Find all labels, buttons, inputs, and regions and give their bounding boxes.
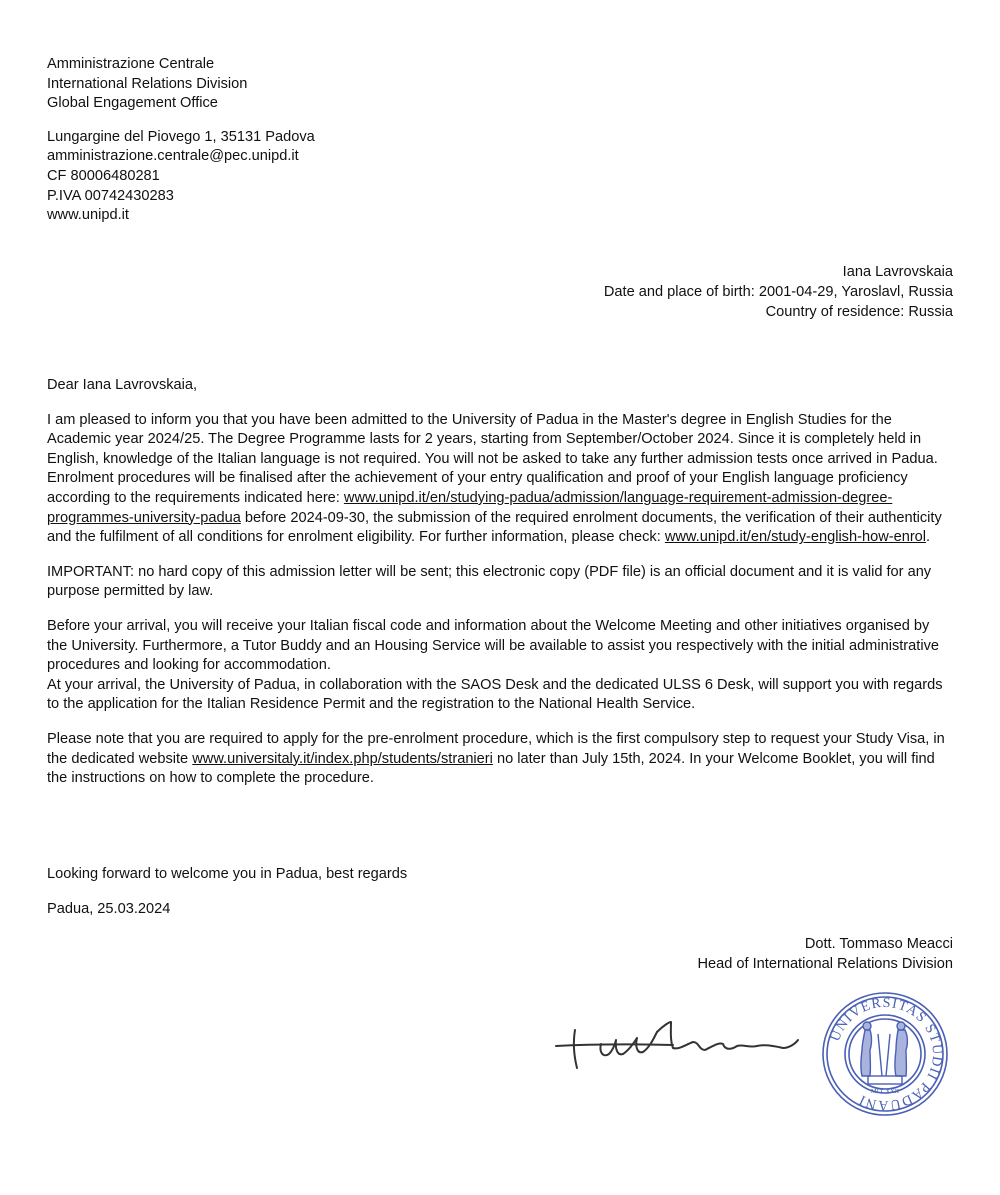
letter-date: Padua, 25.03.2024 bbox=[47, 901, 171, 917]
sender-line-3: Global Engagement Office bbox=[47, 95, 218, 112]
how-enrol-link[interactable]: www.unipd.it/en/study-english-how-enrol bbox=[664, 529, 927, 546]
recipient-name: Iana Lavrovskaia bbox=[842, 264, 953, 280]
sender-office bbox=[47, 55, 315, 114]
paragraph-pre-enrolment bbox=[47, 730, 953, 789]
seal-rings bbox=[823, 993, 947, 1115]
enrolment-text-b: before 2024-09-30, the submission of the required enrolment documents, the verification of their authenticity and the fulfilment of all conditions for enrolment eligibility. For further information, please check: bbox=[47, 509, 942, 546]
sender-email: amministrazione.centrale@pec.unipd.it bbox=[47, 148, 299, 165]
language-requirement-link[interactable]: www.unipd.it/en/studying-padua/admission/language-requirement-admission-degree-programmes-university-padua bbox=[47, 489, 893, 526]
paragraph-admission: I am pleased to inform you that you have been admitted to the University of Padua in the Master's degree in English Studies for the Academic year 2024/25. The Degree Programme lasts for 2 years, starting from September/October 2024. Since it is completely held in English, knowledge of the Italian language is not required. You will not be asked to take any further admission tests once arrived in Padua. bbox=[47, 411, 938, 467]
signer-title: Head of International Relations Division bbox=[697, 956, 953, 972]
recipient-birth: Date and place of birth: 2001-04-29, Yaroslavl, Russia bbox=[603, 284, 953, 300]
pre-enrolment-text-a: Please note that you are required to apply for the pre-enrolment procedure, which is the first compulsory step to request your Study Visa, in the dedicated website bbox=[47, 730, 945, 767]
sender-cf: CF 80006480281 bbox=[47, 167, 160, 184]
closing-line: Looking forward to welcome you in Padua, best regards bbox=[47, 866, 408, 882]
sender-line-2: International Relations Division bbox=[47, 75, 248, 92]
university-seal bbox=[820, 990, 950, 1118]
seal-text: UNIVERSITAS STUDII PADUANI bbox=[828, 995, 945, 1113]
paragraph-important: IMPORTANT: no hard copy of this admission letter will be sent; this electronic copy (PDF file) is an official document and it is valid for any purpose permitted by law. bbox=[47, 563, 932, 600]
sender-address: Lungargine del Piovego 1, 35131 Padova bbox=[47, 128, 315, 145]
salutation: Dear Iana Lavrovskaia, bbox=[47, 377, 198, 393]
signer-block bbox=[697, 934, 953, 974]
recipient-residence: Country of residence: Russia bbox=[765, 304, 953, 320]
sender-piva: P.IVA 00742430283 bbox=[47, 187, 174, 204]
sender-line-1: Amministrazione Centrale bbox=[47, 56, 215, 72]
letter-body bbox=[47, 376, 953, 804]
sender-block bbox=[47, 55, 315, 226]
sender-website: www.unipd.it bbox=[47, 207, 129, 224]
handwritten-signature bbox=[553, 1010, 803, 1080]
signer-name: Dott. Tommaso Meacci bbox=[804, 936, 953, 952]
seal-figures bbox=[861, 1022, 908, 1084]
seal-year: MCCXXII bbox=[870, 1088, 900, 1095]
enrolment-text-c: . bbox=[926, 529, 931, 546]
universitaly-link[interactable]: www.universitaly.it/index.php/students/stranieri bbox=[192, 750, 493, 767]
paragraph-at-arrival: At your arrival, the University of Padua, in collaboration with the SAOS Desk and the dedicated ULSS 6 Desk, will support you with regards to the application for the Italian Residence Permit and the registration to the National Health Service. bbox=[47, 676, 943, 713]
paragraph-before-arrival: Before your arrival, you will receive your Italian fiscal code and information about the Welcome Meeting and other initiatives organised by the University. Furthermore, a Tutor Buddy and an Housing Service will be available to assist you respectively with the initial administrative procedures and looking for accommodation. bbox=[47, 617, 939, 674]
pre-enrolment-text-b: no later than July 15th, 2024. In your Welcome Booklet, you will find the instructions on how to complete the procedure. bbox=[47, 750, 935, 787]
signature-strokes bbox=[556, 1022, 798, 1068]
enrolment-text-a: Enrolment procedures will be finalised after the achievement of your entry qualification and proof of your English language proficiency according to the requirements indicated here: bbox=[47, 470, 908, 506]
sender-contacts bbox=[47, 128, 315, 226]
paragraph-enrolment bbox=[47, 469, 953, 547]
recipient-block bbox=[604, 262, 953, 322]
